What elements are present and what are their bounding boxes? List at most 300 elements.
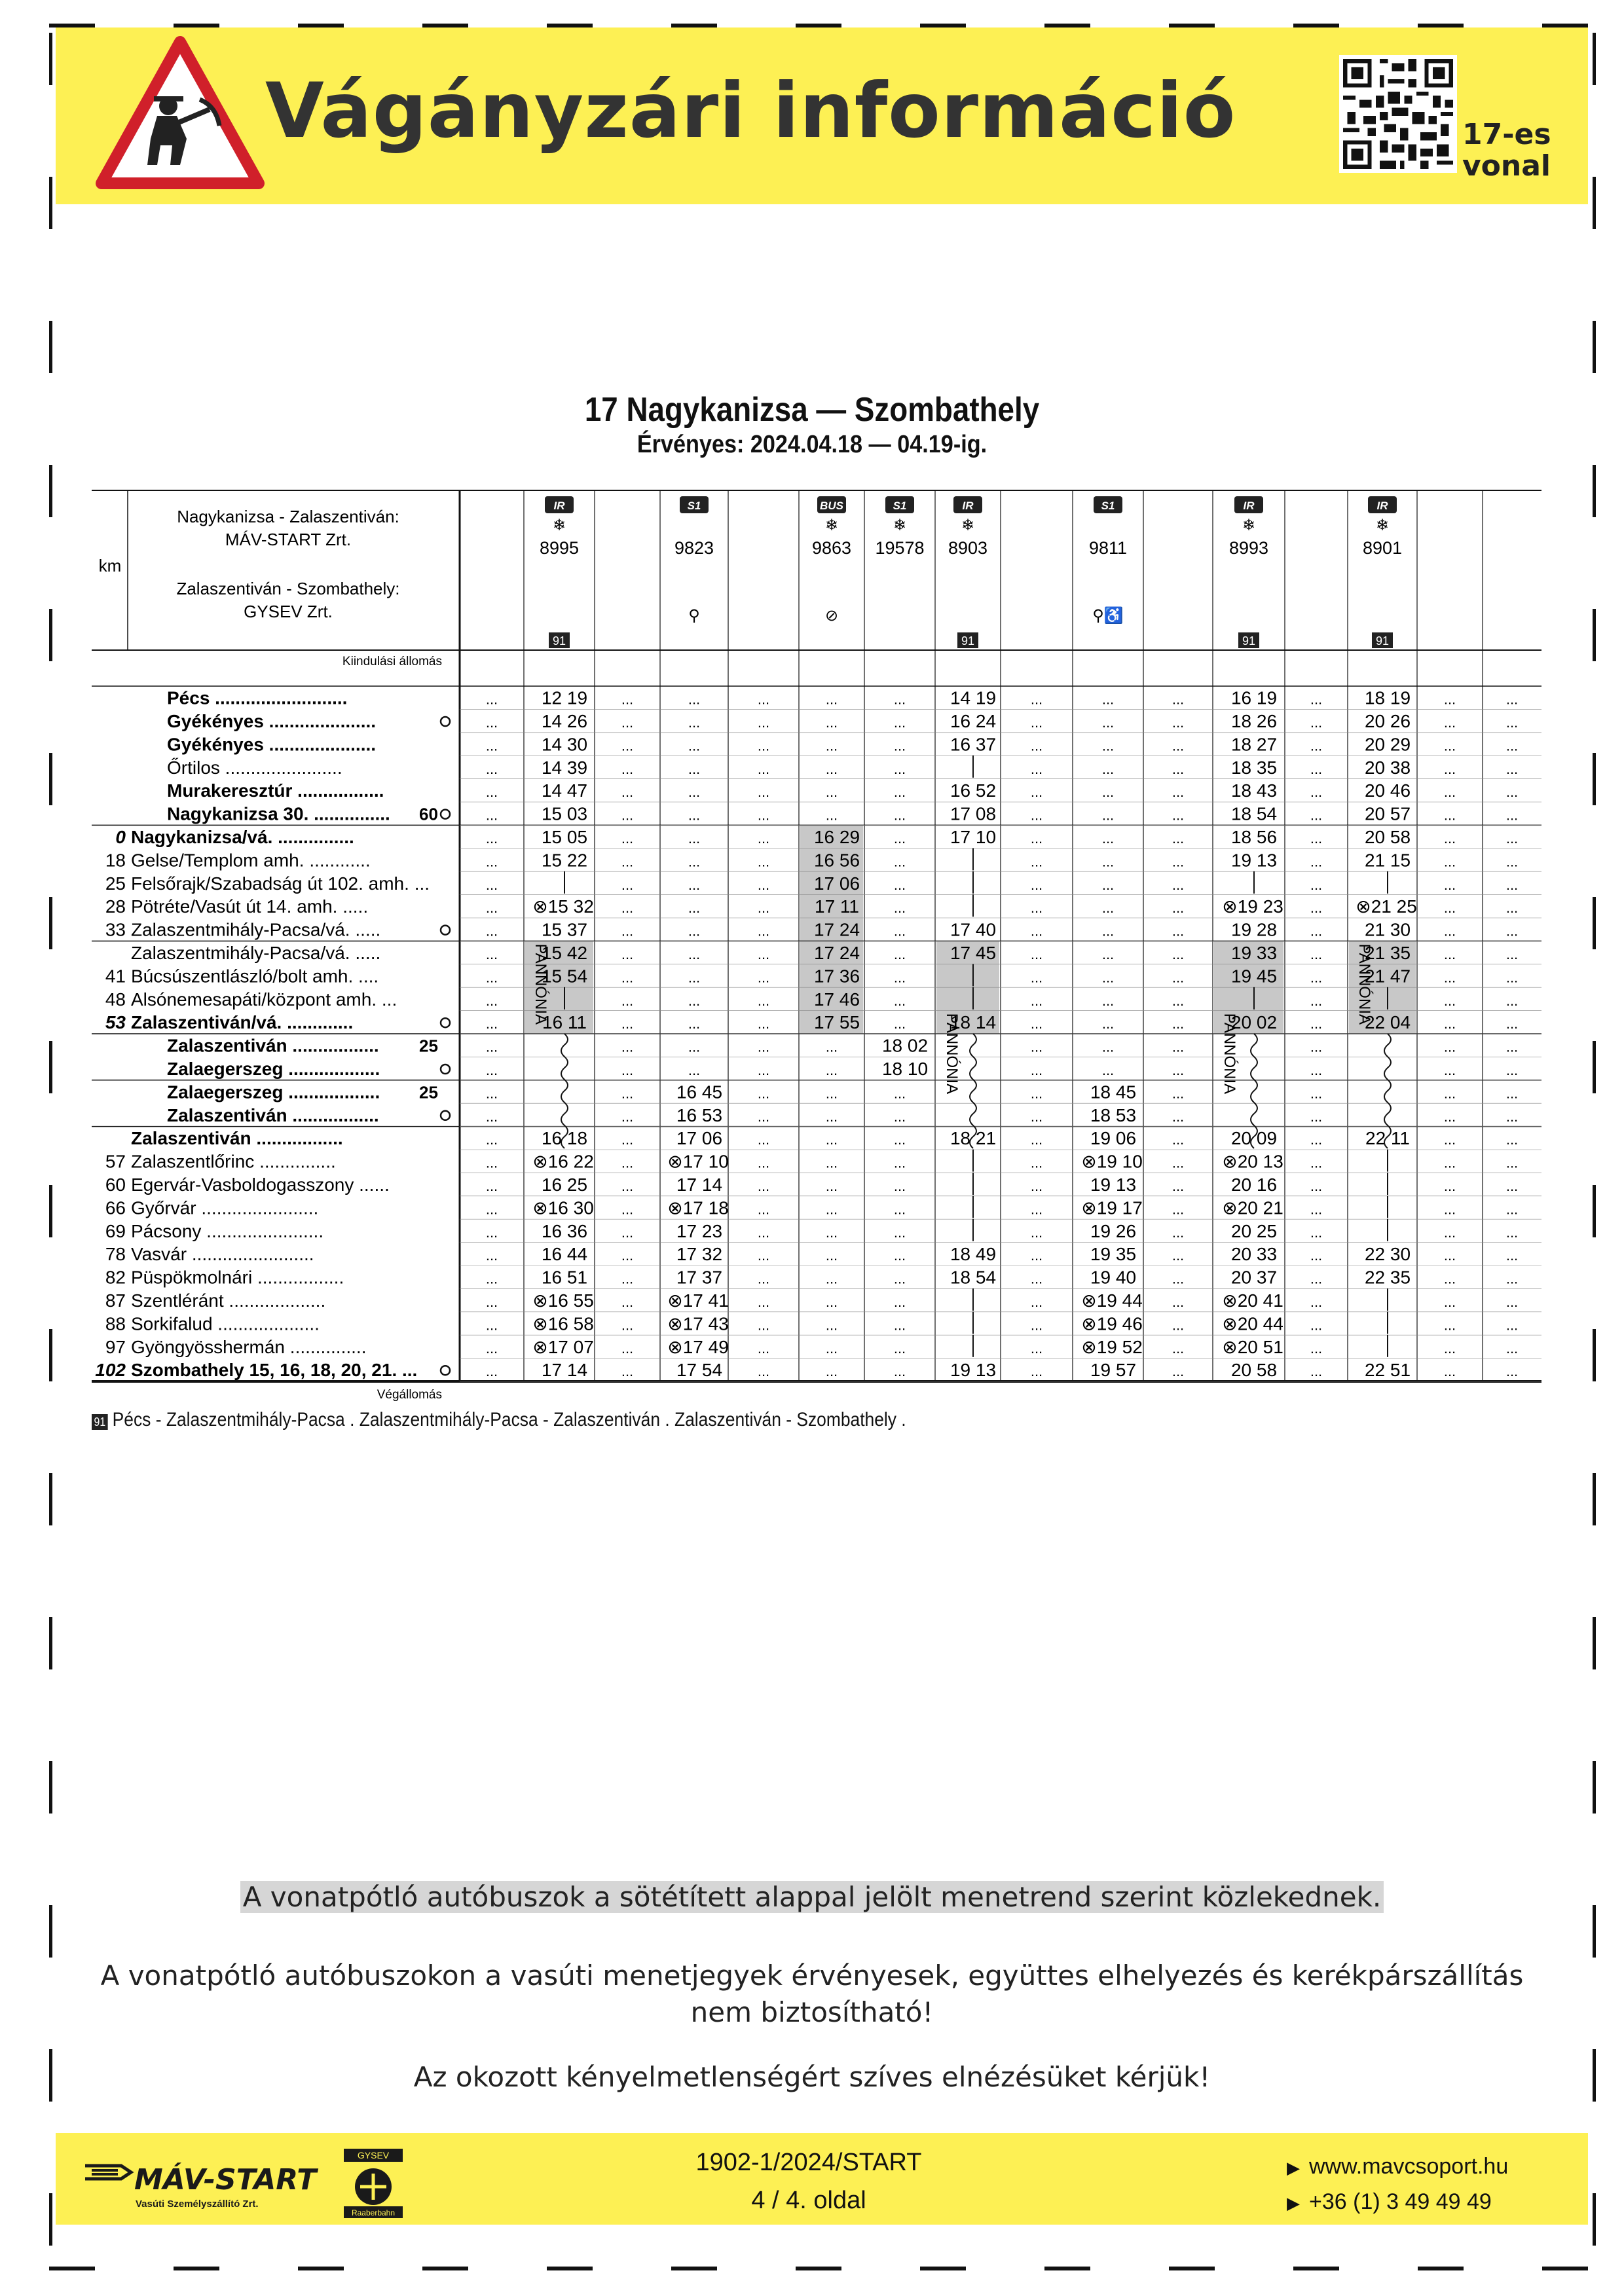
no-service-cell: ...: [1172, 1085, 1185, 1102]
no-service-cell: ...: [757, 1317, 770, 1334]
request-stop-time: ⊗20 51: [1222, 1336, 1283, 1357]
line-number: 17-es: [1462, 118, 1551, 151]
no-service-cell: ...: [1505, 1154, 1519, 1171]
no-service-cell: ...: [1172, 876, 1185, 893]
no-service-cell: ...: [1505, 1085, 1519, 1102]
no-service-cell: ...: [485, 737, 498, 754]
request-stop-time: ⊗21 25: [1356, 896, 1417, 917]
no-service-cell: ...: [757, 1201, 770, 1218]
no-service-cell: ...: [757, 1062, 770, 1079]
request-stop-time: ⊗16 55: [532, 1290, 594, 1311]
station-km: 25: [105, 873, 126, 894]
car-badge-label: 91: [1242, 634, 1256, 647]
no-service-cell: ...: [485, 1270, 498, 1287]
roadworks-warning-icon: [95, 34, 265, 191]
no-service-cell: ...: [1505, 830, 1519, 847]
no-service-cell: ...: [688, 784, 701, 801]
no-service-cell: ...: [1030, 1270, 1043, 1287]
no-service-cell: ...: [1310, 807, 1323, 824]
departure-time: 18 10: [881, 1059, 929, 1080]
no-service-cell: ...: [1310, 1247, 1323, 1264]
no-service-cell: ...: [1443, 1108, 1456, 1125]
station-km: 60: [105, 1175, 126, 1195]
no-service-cell: ...: [621, 1317, 634, 1334]
train-badge-label: IR: [1376, 500, 1388, 512]
departure-time: 16 29: [813, 827, 860, 848]
no-service-cell: ...: [757, 1224, 770, 1241]
no-service-cell: ...: [893, 1015, 906, 1032]
no-service-cell: ...: [1505, 969, 1519, 986]
station-km: 87: [105, 1290, 126, 1311]
departure-time: 16 56: [813, 850, 860, 871]
no-service-cell: ...: [1030, 737, 1043, 754]
no-service-cell: ...: [621, 853, 634, 870]
no-service-cell: ...: [688, 853, 701, 870]
no-service-cell: ...: [1310, 946, 1323, 963]
departure-time: 19 13: [1230, 850, 1278, 871]
no-service-cell: ...: [893, 691, 906, 708]
departure-time: 12 19: [541, 687, 588, 708]
station-connection: 25: [419, 1082, 438, 1102]
no-service-cell: ...: [1505, 760, 1519, 777]
qr-code[interactable]: [1339, 55, 1457, 173]
no-service-cell: ...: [1443, 969, 1456, 986]
station-name: Gyöngyösshermán ...............: [131, 1336, 367, 1357]
no-service-cell: ...: [1443, 1085, 1456, 1102]
train-number: 8901: [1362, 538, 1403, 558]
no-service-cell: ...: [485, 1247, 498, 1264]
no-service-cell: ...: [1443, 1038, 1456, 1055]
no-service-cell: ...: [893, 1339, 906, 1357]
no-service-cell: ...: [1101, 853, 1115, 870]
border-right: [1593, 33, 1596, 2259]
no-service-cell: ...: [757, 1085, 770, 1102]
departure-time: 19 45: [1230, 966, 1278, 987]
train-badge-label: BUS: [820, 500, 843, 512]
no-service-cell: ...: [1505, 1270, 1519, 1287]
no-service-cell: ...: [1172, 784, 1185, 801]
gysev-subtitle: Raaberbahn: [351, 2208, 396, 2217]
request-stop-time: ⊗17 18: [667, 1197, 729, 1218]
departure-time: 20 26: [1364, 711, 1411, 732]
no-service-cell: ...: [621, 946, 634, 963]
departure-time: 21 47: [1364, 966, 1411, 987]
no-service-cell: ...: [825, 1224, 838, 1241]
no-service-cell: ...: [1443, 1339, 1456, 1357]
no-service-cell: ...: [621, 922, 634, 939]
no-service-cell: ...: [485, 853, 498, 870]
departure-time: 16 52: [950, 780, 997, 801]
no-service-cell: ...: [485, 691, 498, 708]
no-service-cell: ...: [621, 1339, 634, 1357]
no-service-cell: ...: [621, 1224, 634, 1241]
departure-time: 18 49: [950, 1244, 997, 1265]
no-service-cell: ...: [1505, 1178, 1519, 1195]
terminus-circle: [441, 926, 450, 935]
station-name: Zalaszentiván .................: [131, 1128, 343, 1149]
station-name: Szentléránt ...................: [131, 1290, 326, 1311]
no-service-cell: ...: [1443, 946, 1456, 963]
no-service-cell: ...: [825, 1131, 838, 1148]
departure-time: 17 54: [676, 1360, 723, 1381]
terminus-circle: [441, 1018, 450, 1027]
no-service-cell: ...: [1505, 1247, 1519, 1264]
departure-time: 18 02: [881, 1035, 929, 1056]
no-service-cell: ...: [1310, 1015, 1323, 1032]
no-service-cell: ...: [1443, 1247, 1456, 1264]
departure-time: 17 46: [813, 989, 860, 1010]
no-service-cell: ...: [1030, 784, 1043, 801]
departure-time: 17 36: [813, 966, 860, 987]
no-service-cell: ...: [1030, 1038, 1043, 1055]
station-name: Szombathely 15, 16, 18, 20, 21. ...: [131, 1360, 418, 1381]
pannonia-label: PANNÓNIA: [1221, 1013, 1238, 1095]
departure-time: 17 11: [815, 896, 859, 917]
train-number: 9863: [811, 538, 852, 558]
arrow-icon: ▶: [1287, 2158, 1300, 2178]
no-service-cell: ...: [1172, 1294, 1185, 1311]
departure-time: 14 30: [541, 734, 588, 755]
departure-time: 17 10: [950, 827, 997, 848]
station-name: Pécs ..........................: [167, 687, 348, 708]
no-service-cell: ...: [1172, 830, 1185, 847]
no-service-cell: ...: [1101, 1015, 1115, 1032]
aircon-icon: ❄: [961, 517, 975, 534]
no-service-cell: ...: [1030, 900, 1043, 917]
station-name: Győrvár .......................: [131, 1197, 319, 1218]
departure-time: 16 44: [541, 1244, 588, 1265]
no-service-cell: ...: [1101, 992, 1115, 1009]
no-service-cell: ...: [1172, 853, 1185, 870]
no-service-cell: ...: [893, 969, 906, 986]
no-service-cell: ...: [1030, 830, 1043, 847]
notice-shaded: [0, 1881, 1624, 1913]
line-label: [1462, 119, 1551, 182]
departure-time: 16 51: [541, 1267, 588, 1288]
no-service-cell: ...: [1310, 784, 1323, 801]
no-service-cell: ...: [825, 1178, 838, 1195]
no-service-cell: ...: [1310, 1339, 1323, 1357]
no-service-cell: ...: [1310, 714, 1323, 731]
departure-time: 19 28: [1230, 919, 1278, 940]
no-service-cell: ...: [621, 784, 634, 801]
header-banner: [56, 27, 1588, 204]
website-link[interactable]: [1287, 2154, 1508, 2179]
operator-1-name: MÁV-START Zrt.: [225, 530, 352, 549]
no-service-cell: ...: [1172, 1363, 1185, 1380]
departure-time: 17 14: [676, 1175, 723, 1195]
no-service-cell: ...: [757, 1154, 770, 1171]
no-service-cell: ...: [1310, 1038, 1323, 1055]
no-service-cell: ...: [1443, 922, 1456, 939]
no-service-cell: ...: [1172, 1247, 1185, 1264]
no-service-cell: ...: [825, 1108, 838, 1125]
no-service-cell: ...: [1443, 1154, 1456, 1171]
no-service-cell: ...: [893, 946, 906, 963]
no-service-cell: ...: [825, 1062, 838, 1079]
no-service-cell: ...: [1310, 969, 1323, 986]
departure-time: 22 04: [1364, 1012, 1411, 1033]
station-name: Gyékényes .....................: [167, 711, 377, 732]
no-service-cell: ...: [757, 807, 770, 824]
no-service-cell: ...: [485, 1085, 498, 1102]
no-service-cell: ...: [893, 853, 906, 870]
station-name: Zalaszentiván/vá. .............: [131, 1012, 354, 1033]
no-service-cell: ...: [757, 853, 770, 870]
no-service-cell: ...: [893, 1131, 906, 1148]
no-service-cell: ...: [1505, 1317, 1519, 1334]
no-service-cell: ...: [1030, 1131, 1043, 1148]
station-name: Őrtilos .......................: [167, 757, 342, 778]
train-badge-label: IR: [962, 500, 974, 512]
departure-time: 22 35: [1364, 1267, 1411, 1288]
station-name: Püspökmolnári .................: [131, 1267, 344, 1288]
no-service-cell: ...: [621, 1154, 634, 1171]
no-service-cell: ...: [825, 760, 838, 777]
no-service-cell: ...: [893, 1270, 906, 1287]
station-km: 97: [105, 1336, 126, 1357]
request-stop-time: ⊗20 13: [1222, 1151, 1283, 1172]
no-service-cell: ...: [1030, 1178, 1043, 1195]
departure-time: 19 33: [1230, 943, 1278, 964]
no-service-cell: ...: [485, 807, 498, 824]
no-service-cell: ...: [688, 737, 701, 754]
train-number: 9823: [674, 538, 714, 558]
departure-time: 15 42: [541, 943, 588, 964]
footnote: [92, 1409, 906, 1431]
notice-shaded-text: A vonatpótló autóbuszok a sötétített alappal jelölt menetrend szerint közlekednek.: [240, 1881, 1384, 1913]
no-service-cell: ...: [893, 1108, 906, 1125]
request-stop-time: ⊗17 10: [667, 1151, 729, 1172]
no-service-cell: ...: [688, 1062, 701, 1079]
no-service-cell: ...: [893, 737, 906, 754]
no-service-cell: ...: [757, 1038, 770, 1055]
no-service-cell: ...: [1443, 1270, 1456, 1287]
no-service-cell: ...: [1172, 1201, 1185, 1218]
departure-time: 17 14: [541, 1360, 588, 1381]
no-service-cell: ...: [1101, 946, 1115, 963]
car-badge-label: 91: [1375, 634, 1390, 647]
station-name: Gyékényes .....................: [167, 734, 377, 755]
no-service-cell: ...: [1505, 1294, 1519, 1311]
departure-time: 15 22: [541, 850, 588, 871]
no-service-cell: ...: [1172, 1317, 1185, 1334]
no-service-cell: ...: [757, 922, 770, 939]
no-service-cell: ...: [1030, 1294, 1043, 1311]
no-service-cell: ...: [688, 876, 701, 893]
no-service-cell: ...: [1030, 1339, 1043, 1357]
departure-time: 16 37: [950, 734, 997, 755]
no-service-cell: ...: [485, 1363, 498, 1380]
no-service-cell: ...: [1101, 969, 1115, 986]
no-service-cell: ...: [1172, 946, 1185, 963]
train-number: 8995: [539, 538, 580, 558]
footer-banner: [56, 2133, 1588, 2225]
station-name: Zalaszentmihály-Pacsa/vá. .....: [131, 943, 381, 964]
no-service-cell: ...: [1443, 900, 1456, 917]
no-service-cell: ...: [688, 946, 701, 963]
operator-2-route: Zalaszentiván - Szombathely:: [176, 579, 400, 598]
no-bicycle-icon: ⊘: [824, 607, 839, 625]
no-service-cell: ...: [1310, 1294, 1323, 1311]
no-service-cell: ...: [1101, 830, 1115, 847]
page-title: Vágányzári információ: [265, 67, 1236, 155]
train-badge-label: IR: [553, 500, 565, 512]
timetable-validity: Érvényes: 2024.04.18 — 04.19-ig.: [637, 431, 987, 458]
departure-time: 18 21: [950, 1128, 997, 1149]
departure-time: 15 37: [541, 919, 588, 940]
station-km: 102: [95, 1360, 126, 1381]
no-service-cell: ...: [688, 1015, 701, 1032]
departure-time: 16 24: [950, 711, 997, 732]
no-service-cell: ...: [621, 737, 634, 754]
no-service-cell: ...: [1310, 1108, 1323, 1125]
no-service-cell: ...: [1172, 1270, 1185, 1287]
no-service-cell: ...: [893, 1201, 906, 1218]
no-service-cell: ...: [1101, 922, 1115, 939]
station-name: Nagykanizsa/vá. ...............: [131, 827, 354, 848]
no-service-cell: ...: [688, 992, 701, 1009]
bicycle-wheelchair-icon: ⚲♿: [1092, 607, 1124, 625]
no-service-cell: ...: [825, 1247, 838, 1264]
request-stop-time: ⊗19 10: [1081, 1151, 1143, 1172]
no-service-cell: ...: [893, 992, 906, 1009]
request-stop-time: ⊗19 46: [1081, 1313, 1143, 1334]
no-service-cell: ...: [1505, 784, 1519, 801]
departure-time: 19 13: [1090, 1175, 1137, 1195]
request-stop-time: ⊗19 17: [1081, 1197, 1143, 1218]
no-service-cell: ...: [621, 1363, 634, 1380]
departure-time: 18 14: [950, 1012, 997, 1033]
departure-time: 19 57: [1090, 1360, 1137, 1381]
departure-time: 16 53: [676, 1104, 723, 1125]
mav-start-brand: MÁV-START: [134, 2163, 317, 2196]
train-number: 8993: [1228, 538, 1269, 558]
no-service-cell: ...: [1505, 922, 1519, 939]
no-service-cell: ...: [893, 1224, 906, 1241]
no-service-cell: ...: [825, 1317, 838, 1334]
no-service-cell: ...: [1101, 737, 1115, 754]
departure-time: 17 08: [950, 803, 997, 824]
no-service-cell: ...: [757, 992, 770, 1009]
no-service-cell: ...: [621, 876, 634, 893]
no-service-cell: ...: [825, 1339, 838, 1357]
no-service-cell: ...: [1505, 1015, 1519, 1032]
aircon-icon: ❄: [1242, 517, 1256, 534]
no-service-cell: ...: [621, 807, 634, 824]
request-stop-time: ⊗16 58: [532, 1313, 594, 1334]
no-service-cell: ...: [825, 1363, 838, 1380]
no-service-cell: ...: [688, 900, 701, 917]
no-service-cell: ...: [1172, 691, 1185, 708]
no-service-cell: ...: [1172, 737, 1185, 754]
no-service-cell: ...: [1443, 1062, 1456, 1079]
no-service-cell: ...: [1030, 1201, 1043, 1218]
no-service-cell: ...: [1172, 1038, 1185, 1055]
station-name: Egervár-Vasboldogasszony ......: [131, 1175, 390, 1195]
phone-number[interactable]: [1287, 2189, 1492, 2215]
no-service-cell: ...: [757, 714, 770, 731]
no-service-cell: ...: [825, 1270, 838, 1287]
operator-1-route: Nagykanizsa - Zalaszentiván:: [177, 507, 399, 526]
no-service-cell: ...: [1101, 1062, 1115, 1079]
no-service-cell: ...: [757, 1108, 770, 1125]
train-number: 19578: [875, 538, 925, 558]
no-service-cell: ...: [1172, 1015, 1185, 1032]
departure-time: 17 06: [676, 1128, 723, 1149]
departure-time: 16 25: [541, 1175, 588, 1195]
pannonia-label: PANNÓNIA: [943, 1013, 961, 1095]
no-service-cell: ...: [1310, 1062, 1323, 1079]
no-service-cell: ...: [621, 1270, 634, 1287]
train-number: 8903: [948, 538, 988, 558]
no-service-cell: ...: [893, 784, 906, 801]
no-service-cell: ...: [825, 1038, 838, 1055]
no-service-cell: ...: [485, 992, 498, 1009]
no-service-cell: ...: [1505, 1339, 1519, 1357]
no-service-cell: ...: [485, 784, 498, 801]
departure-time: 21 15: [1364, 850, 1411, 871]
station-km: 88: [105, 1313, 126, 1334]
request-stop-time: ⊗19 52: [1081, 1336, 1143, 1357]
request-stop-time: ⊗19 44: [1081, 1290, 1143, 1311]
aircon-icon: ❄: [1375, 517, 1390, 534]
request-stop-time: ⊗20 44: [1222, 1313, 1283, 1334]
no-service-cell: ...: [1030, 1085, 1043, 1102]
terminus-circle: [441, 1366, 450, 1375]
no-service-cell: ...: [893, 922, 906, 939]
departure-time: 16 18: [541, 1128, 588, 1149]
departure-time: 20 38: [1364, 757, 1411, 778]
no-service-cell: ...: [1172, 1224, 1185, 1241]
station-km: 48: [105, 989, 126, 1010]
no-service-cell: ...: [485, 760, 498, 777]
no-service-cell: ...: [621, 691, 634, 708]
departure-time: 20 09: [1230, 1128, 1278, 1149]
no-service-cell: ...: [1101, 760, 1115, 777]
no-service-cell: ...: [621, 1247, 634, 1264]
aircon-icon: ❄: [824, 517, 839, 534]
no-service-cell: ...: [893, 807, 906, 824]
departure-time: 16 36: [541, 1220, 588, 1241]
departure-time: 16 11: [542, 1012, 587, 1033]
no-service-cell: ...: [485, 922, 498, 939]
no-service-cell: ...: [825, 1085, 838, 1102]
station-km: 57: [105, 1151, 126, 1172]
departure-time: 18 19: [1364, 687, 1411, 708]
car-badge-label: 91: [961, 634, 975, 647]
no-service-cell: ...: [1172, 900, 1185, 917]
terminus-circle: [441, 1111, 450, 1120]
departure-time: 15 05: [541, 827, 588, 848]
no-service-cell: ...: [621, 1062, 634, 1079]
no-service-cell: ...: [1172, 922, 1185, 939]
no-service-cell: ...: [757, 1015, 770, 1032]
notice-tickets-text: A vonatpótló autóbuszokon a vasúti menetjegyek érvényesek, együttes elhelyezés és kerékpárszállítás nem biztosítható!: [100, 1959, 1524, 2028]
no-service-cell: ...: [485, 1108, 498, 1125]
station-km: 82: [105, 1267, 126, 1288]
departure-time: 14 19: [950, 687, 997, 708]
station-name: Zalaszentiván .................: [167, 1035, 379, 1056]
request-stop-time: ⊗17 41: [667, 1290, 729, 1311]
departure-time: 14 26: [541, 711, 588, 732]
no-service-cell: ...: [757, 830, 770, 847]
no-service-cell: ...: [1310, 1317, 1323, 1334]
no-service-cell: ...: [1030, 1363, 1043, 1380]
station-name: Zalaegerszeg ..................: [167, 1082, 380, 1102]
request-stop-time: ⊗17 07: [532, 1336, 594, 1357]
start-station-label: Kiindulási állomás: [342, 655, 442, 668]
